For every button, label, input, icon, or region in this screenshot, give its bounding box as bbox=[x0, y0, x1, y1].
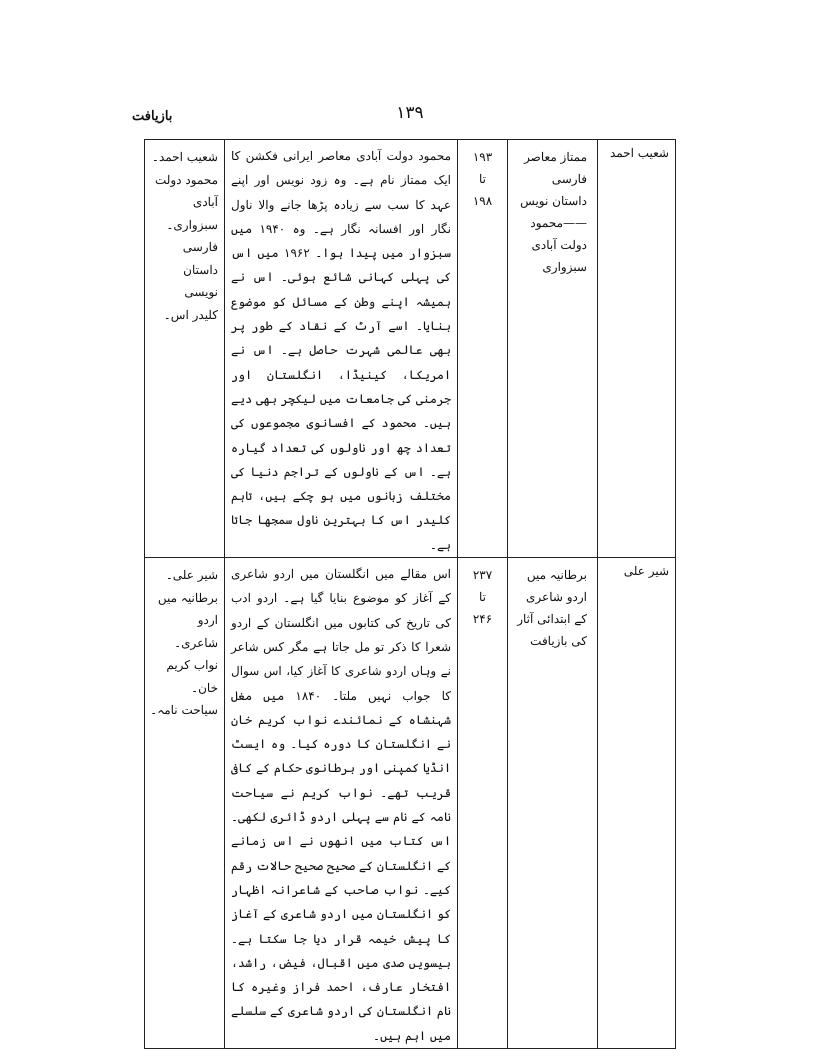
keyword: شعیب احمد۔ bbox=[151, 150, 218, 164]
table-row bbox=[145, 558, 676, 1049]
keyword: محمود دولت آبادی bbox=[154, 172, 218, 209]
title-cell: برطانیہ میں اردو شاعری کے ابتدائی آثار کی بازیافت bbox=[508, 558, 598, 1049]
author-cell: شیر علی bbox=[598, 558, 676, 1049]
title-cell: ممتاز معاصر فارسی داستان نویس——محمود دولت آبادی سبزواری bbox=[508, 140, 598, 558]
article-index-table bbox=[144, 139, 676, 1049]
keyword: کلیدر اس۔ bbox=[163, 307, 218, 322]
page-to: تا bbox=[479, 590, 486, 605]
page-end: ۲۴۶ bbox=[472, 612, 493, 627]
page-number: ۱۳۹ bbox=[396, 103, 424, 123]
page-to: تا bbox=[479, 172, 486, 186]
page-end: ۱۹۸ bbox=[472, 194, 493, 208]
keywords-cell bbox=[145, 558, 225, 1049]
keyword: فارسی داستان نویسی bbox=[182, 240, 218, 299]
summary-cell: محمود دولت آبادی معاصر ایرانی فکشن کا ایک ممتاز نام ہے۔ وہ زود نویس اور اپنے عہد کا سب سے زیادہ پڑھا جانے والا ناول نگار اور افسانہ نگار ہے۔ وہ ۱۹۴۰ میں سبزوار میں پیدا ہوا۔ ۱۹۶۲ میں اس کی پہلی کہانی شائع ہوئی۔ اس نے ہمیشہ اپنے وطن کے مسائل کو موضوع بنایا۔ اسے آرٹ کے نقاد کے طور پر بھی عالمی شہرت حاصل ہے۔ اس نے امریکا، کینیڈا، انگلستان اور جرمنی کی جامعات میں لیکچر بھی دیے ہیں۔ محمود کے افسانوی مجموعوں کی تعداد چھ اور ناولوں کی تعداد گیارہ ہے۔ اس کے ناولوں کے تراجم دنیا کی مختلف زبانوں میں ہو چکے ہیں، تاہم کلیدر اس کا بہترین ناول سمجھا جاتا ہے۔ bbox=[225, 140, 458, 558]
keyword: سیاحت نامہ۔ bbox=[150, 703, 218, 718]
keyword: سبزواری۔ bbox=[166, 217, 218, 232]
page-start: ۲۳۷ bbox=[472, 568, 493, 583]
table-row bbox=[145, 140, 676, 558]
keyword: شیر علی۔ bbox=[165, 568, 218, 583]
pages-cell bbox=[458, 140, 508, 558]
keyword: شاعری۔ bbox=[174, 635, 218, 650]
journal-name: بازیافت bbox=[132, 109, 173, 124]
keyword: برطانیہ میں اردو bbox=[157, 590, 218, 628]
author-cell: شعیب احمد bbox=[598, 140, 676, 558]
page-start: ۱۹۳ bbox=[472, 150, 493, 164]
pages-cell bbox=[458, 558, 508, 1049]
keywords-cell bbox=[145, 140, 225, 558]
keyword: نواب کریم خان۔ bbox=[166, 658, 218, 695]
summary-cell: اس مقالے میں انگلستان میں اردو شاعری کے آغاز کو موضوع بنایا گیا ہے۔ اردو ادب کی تاریخ کی کتابوں میں انگلستان کے اردو شعرا کا ذکر تو مل جاتا ہے مگر کس شاعر نے وہاں اردو شاعری کا آغاز کیا، اس سوال کا جواب نہیں ملتا۔ ۱۸۴۰ میں مغل شہنشاہ کے نمائندے نواب کریم خان نے انگلستان کا دورہ کیا۔ وہ ایسٹ انڈیا کمپنی اور برطانوی حکام کے کافی قریب تھے۔ نواب کریم نے سیاحت نامہ کے نام سے پہلی اردو ڈائری لکھی۔ اس کتاب میں انھوں نے اس زمانے کے انگلستان کے صحیح صحیح حالات رقم کیے۔ نواب صاحب کے شاعرانہ اظہار کو انگلستان میں اردو شاعری کے آغاز کا پیش خیمہ قرار دیا جا سکتا ہے۔ بیسویں صدی میں اقبال، فیض، راشد، افتخار عارف، احمد فراز وغیرہ کا نام انگلستان کی اردو شاعری کے سلسلے میں اہم ہیں۔ bbox=[225, 558, 458, 1049]
